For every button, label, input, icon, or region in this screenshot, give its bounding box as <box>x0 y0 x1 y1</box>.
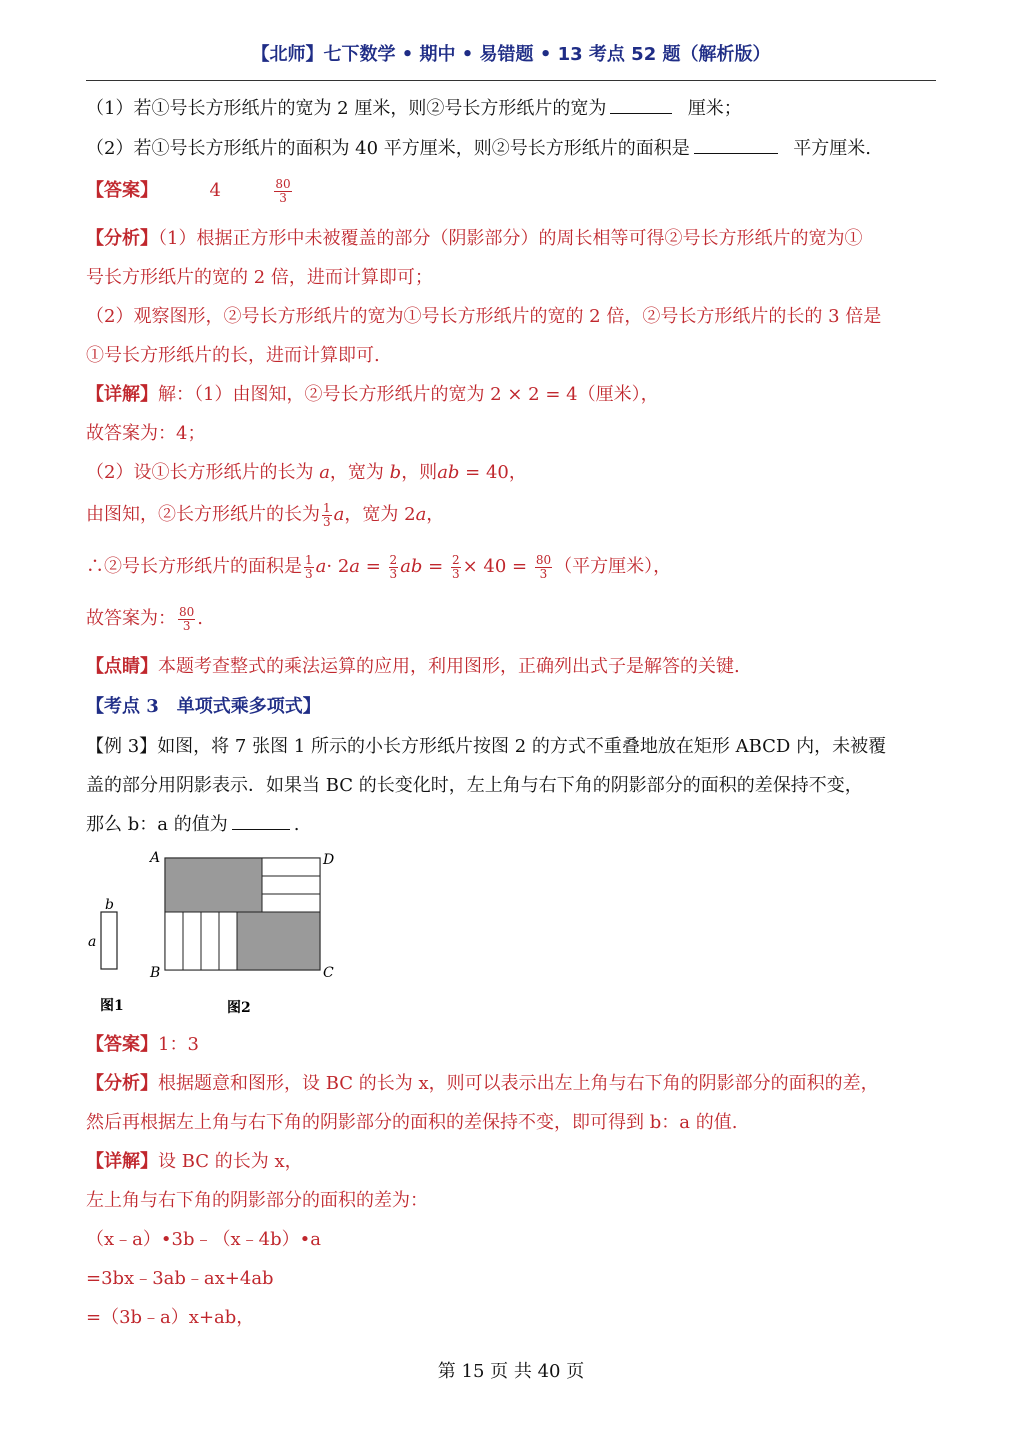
answer-tag: 【答案】 <box>86 1034 158 1055</box>
detail-1-line-1: 【详解】解：（1）由图知，②号长方形纸片的宽为 2 × 2 = 4（厘米）， <box>86 384 659 405</box>
detail-tag: 【详解】 <box>86 384 158 405</box>
fig2-strip <box>262 858 320 876</box>
question-2-suffix: 平方厘米. <box>793 138 871 159</box>
rectangle-diagram <box>80 845 380 1025</box>
question-1-suffix: 厘米； <box>687 98 742 119</box>
detail-3-line-1: 【详解】设 BC 的长为 x， <box>86 1151 303 1172</box>
fig1-caption: 图1 <box>100 998 124 1014</box>
example-3-line-3: 那么 b：a 的值为 . <box>86 814 300 835</box>
header-rule <box>86 80 936 81</box>
detail-1-line-4: 由图知，②长方形纸片的长为 $\frac{1}{3}$ a，宽为 2a， <box>86 500 445 529</box>
fig1-small-rectangle <box>101 912 117 969</box>
question-1-text: （1）若①号长方形纸片的宽为 2 厘米，则②号长方形纸片的宽为 <box>86 98 607 119</box>
analysis-3-line-1: 【分析】根据题意和图形，设 BC 的长为 x，则可以表示出左上角与右下角的阴影部分的面积的差， <box>86 1073 879 1094</box>
detail-1-line-6: 故答案为： $\frac{80}{3}$ . <box>86 604 204 633</box>
vertex-label-C: C <box>323 965 334 981</box>
fig2-strip <box>183 912 201 970</box>
fig1-label-b: b <box>105 897 114 913</box>
fig2-caption: 图2 <box>227 1000 251 1016</box>
example-3-figure <box>80 845 380 1029</box>
question-2-text: （2）若①号长方形纸片的面积为 40 平方厘米，则②号长方形纸片的面积是 <box>86 138 690 159</box>
fig2-strip <box>165 912 183 970</box>
detail-3-line-4: =3bx﹣3ab﹣ax+4ab <box>86 1268 274 1289</box>
page-header: 【北师】七下数学 • 期中 • 易错题 • 13 考点 52 题（解析版） <box>251 44 771 65</box>
fig2-shaded-top-left <box>165 858 262 912</box>
example-3-line-1: 【例 3】如图，将 7 张图 1 所示的小长方形纸片按图 2 的方式不重叠地放在矩形 ABCD 内，未被覆 <box>86 736 887 757</box>
answer-1-fraction: $\frac{80}{3}$ <box>275 176 291 205</box>
analysis-1-line-3: （2）观察图形，②号长方形纸片的宽为①号长方形纸片的宽的 2 倍，②号长方形纸片的长的 3 倍是 <box>86 306 882 327</box>
analysis-1-line-1: 【分析】（1）根据正方形中未被覆盖的部分（阴影部分）的周长相等可得②号长方形纸片的宽为① <box>86 228 863 249</box>
analysis-1-line-2: 号长方形纸片的宽的 2 倍，进而计算即可； <box>86 267 433 288</box>
question-1 <box>86 94 938 120</box>
detail-3-line-3: （x﹣a）•3b﹣（x﹣4b）•a <box>86 1229 321 1250</box>
answer-blank-3 <box>232 828 290 830</box>
answer-3: 【答案】1：3 <box>86 1034 199 1055</box>
analysis-tag: 【分析】 <box>86 1073 158 1094</box>
answer-blank-2 <box>694 152 778 154</box>
analysis-3-line-2: 然后再根据左上角与右下角的阴影部分的面积的差保持不变，即可得到 b：a 的值. <box>86 1112 738 1133</box>
fig2-strip <box>219 912 237 970</box>
vertex-label-A: A <box>150 850 161 866</box>
page-footer: 第 15 页 共 40 页 <box>437 1361 585 1382</box>
detail-1-line-5: ∴②号长方形纸片的面积是 $\frac{1}{3}$ a· 2a = $\frac{2}{3}$ ab = $\frac{2}{3}$ × 40 = $\frac{80}{3}$ （平方厘米）， <box>86 552 672 581</box>
analysis-1-line-4: ①号长方形纸片的长，进而计算即可. <box>86 345 380 366</box>
example-tag: 【例 3】 <box>86 736 158 757</box>
dianjing-1: 【点睛】本题考查整式的乘法运算的应用，利用图形，正确列出式子是解答的关键. <box>86 656 740 677</box>
vertex-label-D: D <box>323 852 335 868</box>
detail-3-line-2: 左上角与右下角的阴影部分的面积的差为： <box>86 1190 428 1211</box>
fig2-strip <box>201 912 219 970</box>
answer-tag: 【答案】 <box>86 180 158 201</box>
fig2-strip <box>262 894 320 912</box>
detail-1-line-3: （2）设①长方形纸片的长为 a，宽为 b，则ab = 40， <box>86 462 527 483</box>
section-heading-kaodian-3: 【考点 3 单项式乘多项式】 <box>86 696 321 717</box>
analysis-tag: 【分析】 <box>86 228 158 249</box>
answer-1 <box>86 176 938 205</box>
vertex-label-B: B <box>150 965 161 981</box>
question-2 <box>86 134 938 160</box>
answer-1-value-a: 4 <box>209 180 221 201</box>
detail-tag: 【详解】 <box>86 1151 158 1172</box>
answer-blank-1 <box>610 112 672 114</box>
fig1-label-a: a <box>88 934 97 950</box>
fig2-shaded-bottom-right <box>237 912 320 970</box>
detail-1-line-2: 故答案为：4； <box>86 423 206 444</box>
detail-3-line-5: =（3b﹣a）x+ab， <box>86 1307 255 1328</box>
fig2-strip <box>262 876 320 894</box>
dianjing-tag: 【点睛】 <box>86 656 158 677</box>
example-3-line-2: 盖的部分用阴影表示．如果当 BC 的长变化时，左上角与右下角的阴影部分的面积的差保持不变， <box>86 775 863 796</box>
